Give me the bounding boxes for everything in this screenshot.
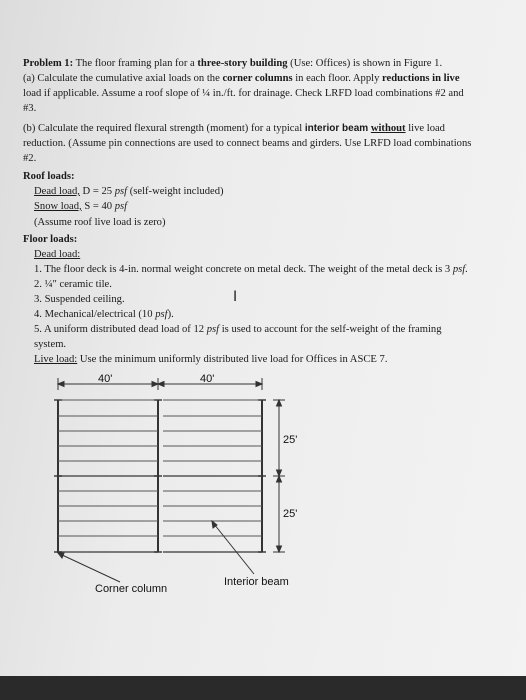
corner-column-label: Corner column <box>95 583 168 595</box>
part-a-line-3: #3. <box>23 103 37 114</box>
arrowhead <box>277 476 282 482</box>
text-run: in each floor. Apply <box>292 73 383 84</box>
floor-item-2: 2. ¼" ceramic tile. <box>34 279 112 290</box>
text-run: The floor framing plan for a <box>73 58 198 69</box>
roof-heading: Roof loads: <box>23 171 75 182</box>
text-run: (b) Calculate the required flexural strength (moment) for a typical <box>23 123 305 134</box>
floor-heading: Floor loads: <box>23 234 78 245</box>
text-run: (Use: Offices) is shown in Figure 1. <box>287 58 443 69</box>
bay-bottom-label: 25' <box>283 508 298 520</box>
floor-dead-heading: Dead load: <box>34 249 81 260</box>
text-run: corner columns <box>222 73 293 84</box>
bay-top-label: 25' <box>283 434 298 446</box>
text-run: D = 25 <box>79 186 115 197</box>
corner-column-leader <box>60 554 120 582</box>
text-run: is used to account for the self-weight of the framing <box>219 324 442 335</box>
span-left-label: 40' <box>98 373 113 385</box>
text-run: psf <box>114 201 128 212</box>
beams-left-bay <box>58 400 158 552</box>
arrowhead <box>277 400 282 406</box>
part-a-line-2: load if applicable. Assume a roof slope of ¼ in./ft. for drainage. Check LRFD load combinations #2 and <box>23 88 464 99</box>
text-run: interior beam <box>304 123 369 134</box>
arrowhead <box>277 546 282 552</box>
text-run: Snow load, <box>34 201 82 212</box>
roof-note: (Assume roof live load is zero) <box>34 217 166 228</box>
text-run: 1. The floor deck is 4-in. normal weight concrete on metal deck. The weight of the metal deck is 3 <box>34 264 453 275</box>
floor-item-3: 3. Suspended ceiling. <box>34 294 125 305</box>
problem-title: Problem 1: <box>23 58 74 69</box>
arrowhead <box>256 382 262 387</box>
arrowhead <box>58 382 64 387</box>
span-right-label: 40' <box>200 373 215 385</box>
arrowhead <box>158 382 164 387</box>
text-run: reductions in live <box>382 73 460 84</box>
floor-item-5-cont: system. <box>34 339 67 350</box>
text-run: three-story building <box>197 58 288 69</box>
interior-beam-leader <box>214 524 254 574</box>
text-run: S = 40 <box>81 201 115 212</box>
interior-beam-label: Interior beam <box>224 576 289 588</box>
text-run: (a) Calculate the cumulative axial loads on the <box>23 73 223 84</box>
text-run: 4. Mechanical/electrical (10 <box>34 309 156 320</box>
text-run: 5. A uniform distributed dead load of 12 <box>34 324 207 335</box>
text-run: live load <box>405 123 445 134</box>
text-run: psf. <box>452 264 468 275</box>
arrowhead <box>58 553 64 558</box>
part-b-line-3: #2. <box>23 153 37 164</box>
text-run: Live load: <box>34 354 78 365</box>
text-run: ). <box>167 309 174 320</box>
beams-right-bay <box>163 400 262 552</box>
text-run: psf <box>114 186 128 197</box>
text-run: Dead load, <box>34 186 80 197</box>
text-run: (self-weight included) <box>127 186 224 197</box>
text-run: without <box>370 123 406 134</box>
text-cursor-icon: I <box>233 289 238 305</box>
text-run: Use the minimum uniformly distributed live load for Offices in ASCE 7. <box>77 354 388 365</box>
part-b-line-2: reduction. (Assume pin connections are used to connect beams and girders. Use LRFD load combinations <box>23 138 472 149</box>
text-run: psf <box>206 324 220 335</box>
text-run: psf <box>155 309 168 320</box>
